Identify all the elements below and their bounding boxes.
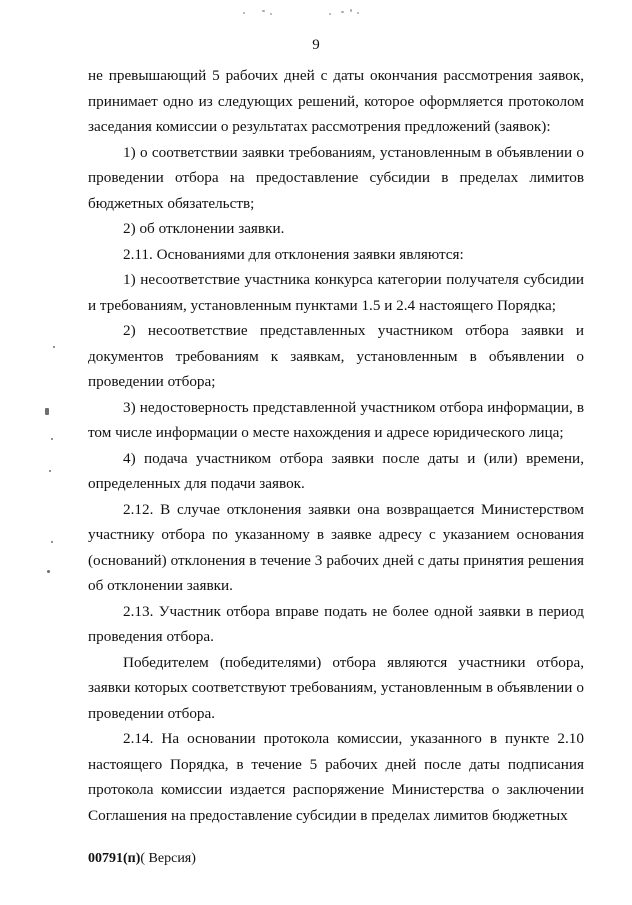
paragraph-decision-compliance: 1) о соответствии заявки требованиям, установленным в объявлении о проведении отбора на предоставление субсидии в пределах лимитов бюджетных обязательств; <box>88 143 584 212</box>
scan-speck <box>341 11 344 13</box>
document-body <box>88 63 584 828</box>
scan-speck <box>357 12 359 14</box>
document-version-label: ( Версия) <box>140 851 196 866</box>
paragraph-2-11-item-2: 2) несоответствие представленных участником отбора заявки и документов требованиям к заявкам, установленным в объявлении о проведении отбора; <box>88 322 584 390</box>
paragraph-2-12: 2.12. В случае отклонения заявки она возвращается Министерством участнику отбора по указанному в заявке адресу с указанием основания (оснований) отклонения в течение 3 рабочих дней с даты принятия решения об отклонении заявки. <box>88 500 584 594</box>
paragraph-2-11-item-3: 3) недостоверность представленной участником отбора информации, в том числе информации о месте нахождения и адресе юридического лица; <box>88 398 584 441</box>
scan-speck <box>47 570 50 573</box>
document-footer <box>88 851 196 867</box>
scan-speck <box>262 10 265 12</box>
paragraph-2-14: 2.14. На основании протокола комиссии, указанного в пункте 2.10 настоящего Порядка, в течение 5 рабочих дней после даты подписания протокола комиссии издается распоряжение Министерства о заключении Соглашения на предоставление субсидии в пределах лимитов бюджетных <box>88 730 584 824</box>
scan-speck <box>329 13 331 15</box>
document-code: 00791(п) <box>88 851 141 866</box>
paragraph-decision-intro: не превышающий 5 рабочих дней с даты окончания рассмотрения заявок, принимает одно из следующих решений, которое оформляется протоколом заседания комиссии о результатах рассмотрения предложений (заявок): <box>88 67 584 135</box>
page-number: 9 <box>312 37 320 53</box>
paragraph-winners: Победителем (победителями) отбора являются участники отбора, заявки которых соответствуют требованиям, установленным в объявлении о проведении отбора. <box>88 653 584 722</box>
paragraph-2-11-item-4: 4) подача участником отбора заявки после даты и (или) времени, определенных для подачи заявок. <box>88 449 584 492</box>
paragraph-decision-rejection: 2) об отклонении заявки. <box>123 220 285 237</box>
scan-speck <box>49 470 51 472</box>
scan-speck <box>243 12 245 14</box>
paragraph-2-11-heading: 2.11. Основаниями для отклонения заявки являются: <box>123 245 464 263</box>
paragraph-2-13: 2.13. Участник отбора вправе подать не более одной заявки в период проведения отбора. <box>88 602 584 645</box>
scan-speck <box>51 438 53 440</box>
scan-speck <box>45 408 49 415</box>
scan-speck <box>270 13 272 15</box>
scan-speck <box>53 346 55 348</box>
scan-speck <box>350 9 352 12</box>
paragraph-2-11-item-1: 1) несоответствие участника конкурса категории получателя субсидии и требованиям, установленным пунктами 1.5 и 2.4 настоящего Порядка; <box>88 271 584 314</box>
scan-speck <box>51 541 53 543</box>
